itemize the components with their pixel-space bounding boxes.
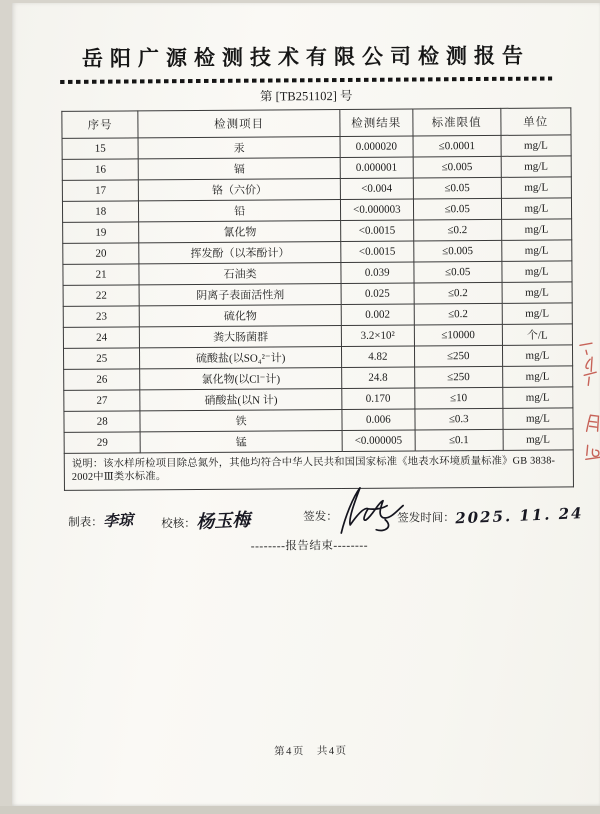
cell-no: 16 — [62, 159, 138, 181]
cell-item: 铁 — [140, 409, 342, 431]
cell-item: 挥发酚（以苯酚计） — [139, 241, 341, 263]
cell-result: 0.002 — [341, 304, 414, 326]
cell-no: 15 — [62, 138, 138, 160]
issue-date-label: 签发时间： — [397, 511, 455, 525]
page-content — [12, 0, 600, 806]
cell-item: 锰 — [140, 430, 342, 452]
reviewed-signature: 杨玉梅 — [195, 509, 251, 533]
cell-item: 氯化物(以Cl⁻计) — [140, 367, 342, 389]
cell-unit: mg/L — [501, 240, 571, 261]
cell-result: 0.000020 — [340, 136, 413, 158]
cell-limit: ≤250 — [414, 345, 502, 367]
cell-result: <0.0015 — [341, 220, 414, 242]
cell-unit: mg/L — [501, 135, 571, 156]
cell-result: 0.006 — [342, 409, 415, 431]
cell-unit: mg/L — [502, 261, 572, 282]
signature-row — [15, 491, 600, 539]
cell-no: 24 — [63, 327, 139, 349]
cell-no: 22 — [63, 285, 139, 307]
prepared-signature: 李琼 — [102, 510, 134, 531]
issue-date-handwritten: 2025. 11. 24 — [454, 503, 584, 528]
cell-limit: ≤10000 — [414, 324, 502, 346]
cell-item: 汞 — [138, 136, 340, 158]
cell-limit: ≤0.2 — [414, 282, 502, 304]
cell-unit: mg/L — [502, 345, 572, 366]
cell-limit: ≤0.0001 — [413, 135, 501, 157]
cell-no: 27 — [64, 390, 140, 412]
header-result: 检测结果 — [340, 109, 413, 137]
cell-limit: ≤0.05 — [414, 261, 502, 283]
cell-limit: ≤250 — [414, 366, 502, 388]
cell-result: 0.039 — [341, 262, 414, 284]
cell-item: 硝酸盐(以N 计) — [140, 388, 342, 410]
cell-unit: mg/L — [502, 303, 572, 324]
cell-result: 3.2×10² — [341, 325, 414, 347]
cell-item: 粪大肠菌群 — [140, 325, 342, 347]
cell-limit: ≤0.1 — [415, 429, 503, 451]
cell-result: <0.000003 — [340, 199, 413, 221]
cell-unit: mg/L — [501, 177, 571, 198]
cell-unit: mg/L — [501, 198, 571, 219]
title-divider-dotted — [60, 77, 552, 84]
cell-item: 氰化物 — [139, 220, 341, 242]
cell-no: 26 — [64, 369, 140, 391]
report-title: 岳阳广源检测技术有限公司检测报告 — [81, 43, 531, 71]
cell-result: 4.82 — [341, 346, 414, 368]
page-number: 第4页 共4页 — [274, 745, 348, 758]
header-no: 序号 — [62, 111, 139, 139]
cell-limit: ≤0.3 — [415, 408, 503, 430]
cell-item: 石油类 — [139, 262, 341, 284]
cell-unit: mg/L — [502, 366, 572, 387]
cell-no: 17 — [62, 180, 138, 202]
cell-limit: ≤0.005 — [413, 156, 501, 178]
cell-no: 21 — [63, 264, 139, 286]
cell-item: 阴离子表面活性剂 — [139, 283, 341, 305]
reviewed-label: 校核： — [161, 517, 196, 530]
cell-result: <0.000005 — [342, 430, 415, 452]
header-item: 检测项目 — [138, 109, 340, 137]
prepared-label: 制表： — [68, 516, 103, 529]
cell-result: <0.004 — [340, 178, 413, 200]
cell-item: 硫化物 — [140, 304, 342, 326]
cell-no: 25 — [63, 348, 139, 370]
cell-item: 铬（六价） — [139, 178, 341, 200]
note-text: 说明：该水样所检项目除总氮外，其他均符合中华人民共和国国家标准《地表水环境质量标准》GB 3838-2002中Ⅲ类水标准。 — [64, 450, 573, 490]
cell-no: 20 — [63, 243, 139, 265]
cell-limit: ≤0.2 — [413, 219, 501, 241]
cell-item: 铅 — [139, 199, 341, 221]
cell-result: 0.000001 — [340, 157, 413, 179]
cell-result: <0.0015 — [341, 241, 414, 263]
cell-no: 18 — [62, 201, 138, 223]
cell-unit: mg/L — [503, 408, 573, 429]
scanner-bed-edge — [0, 806, 600, 814]
cell-limit: ≤0.05 — [413, 198, 501, 220]
cell-unit: mg/L — [503, 429, 573, 450]
cell-limit: ≤0.05 — [413, 177, 501, 199]
cell-unit: mg/L — [502, 282, 572, 303]
note-row — [64, 450, 573, 490]
cell-unit: mg/L — [501, 219, 571, 240]
header-limit: 标准限值 — [413, 108, 501, 136]
cell-limit: ≤10 — [414, 387, 502, 409]
cell-item: 硫酸盐(以SO₄²⁻计) — [140, 346, 342, 368]
prepared-by — [68, 509, 133, 530]
cell-no: 28 — [64, 411, 140, 433]
cell-limit: ≤0.2 — [414, 303, 502, 325]
results-table — [61, 107, 574, 490]
issue-date-block — [397, 503, 584, 528]
results-footer — [64, 450, 573, 490]
report-number: 第 [TB251102] 号 — [259, 88, 353, 104]
results-table-header — [62, 108, 571, 139]
cell-result: 24.8 — [342, 367, 415, 389]
header-unit: 单位 — [501, 108, 571, 135]
issued-label: 签发： — [303, 510, 338, 523]
scanned-page — [12, 3, 600, 806]
cell-unit: mg/L — [503, 387, 573, 408]
red-margin-mark-1 — [576, 341, 600, 389]
reviewed-by — [161, 506, 250, 533]
cell-result: 0.025 — [341, 283, 414, 305]
cell-unit: 个/L — [502, 324, 572, 345]
cell-item: 镉 — [139, 157, 341, 179]
cell-unit: mg/L — [501, 156, 571, 177]
results-body — [62, 135, 573, 454]
cell-no: 19 — [63, 222, 139, 244]
cell-result: 0.170 — [342, 388, 415, 410]
cell-no: 29 — [64, 432, 140, 454]
red-margin-mark-2 — [582, 411, 600, 463]
cell-no: 23 — [63, 306, 139, 328]
header-row — [62, 108, 571, 139]
cell-limit: ≤0.005 — [413, 240, 501, 262]
report-end-line: --------报告结束-------- — [250, 539, 369, 553]
